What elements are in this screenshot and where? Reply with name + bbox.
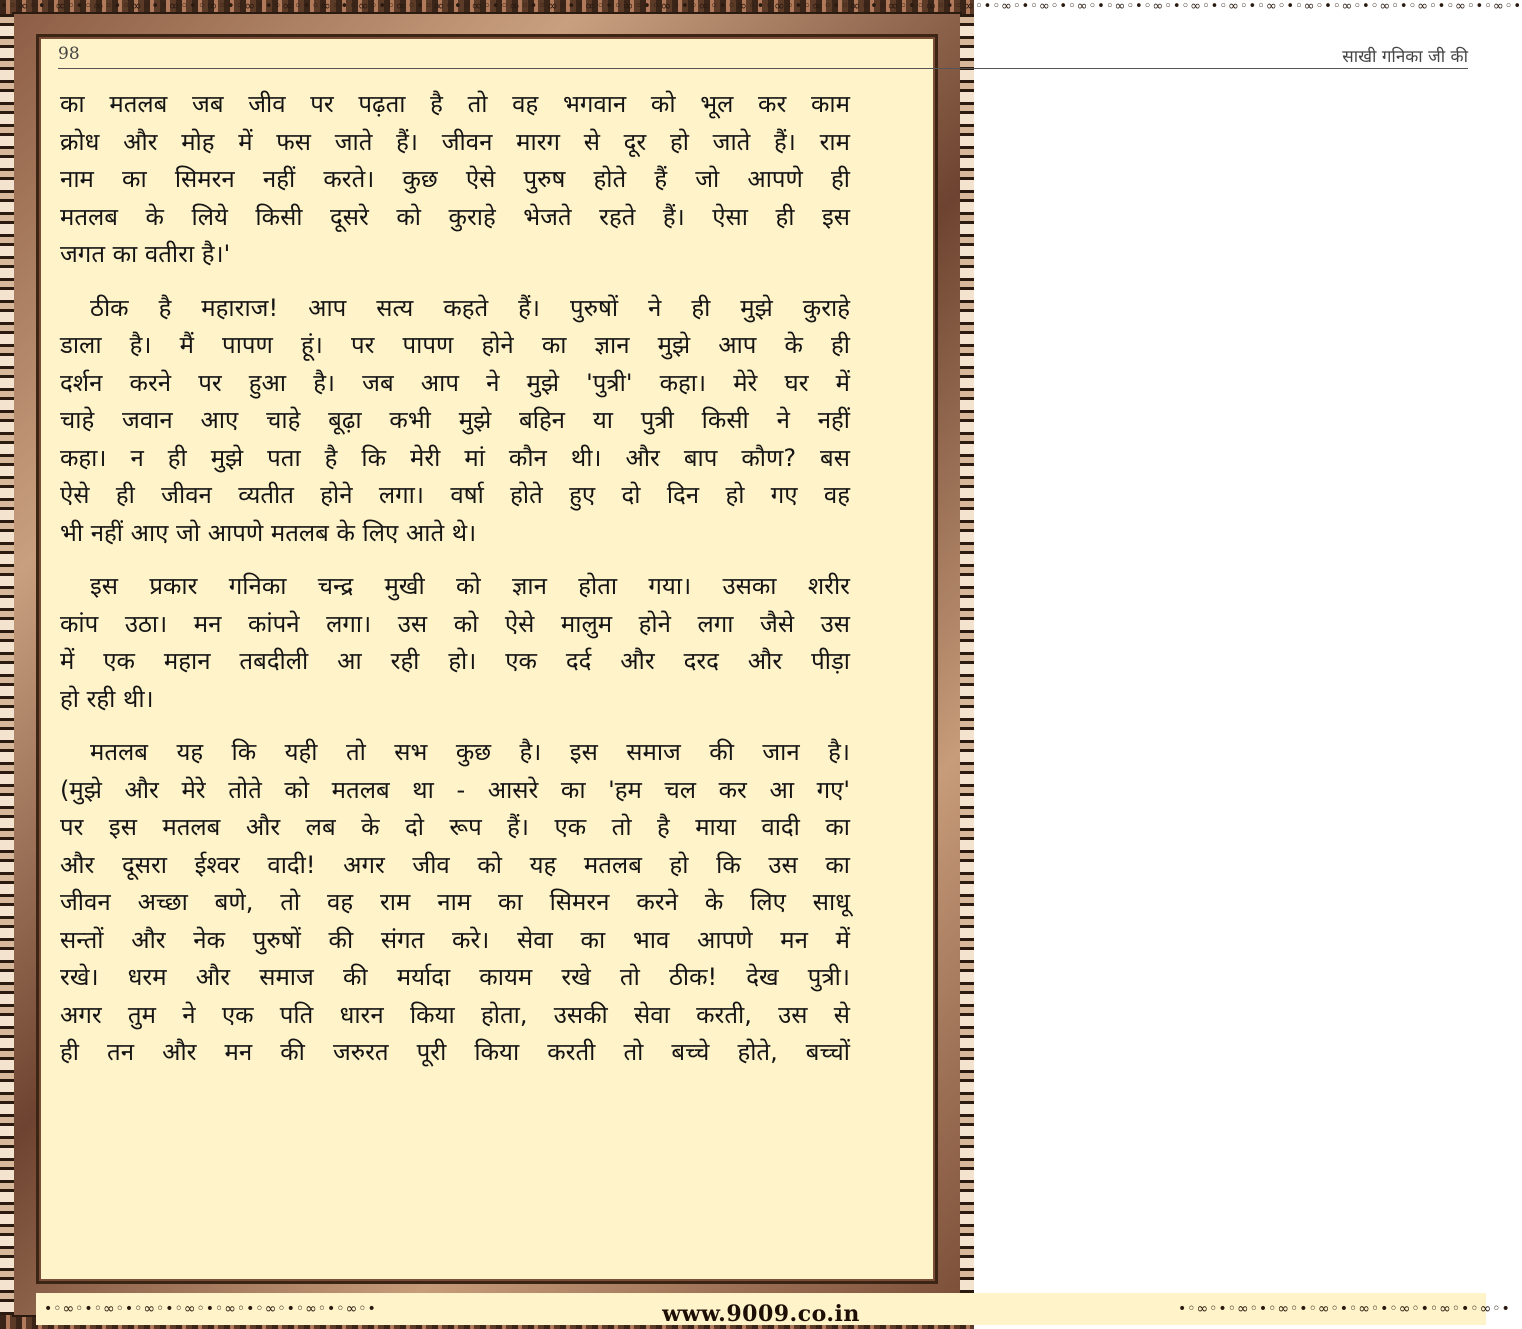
text-line: रखे। धरम और समाज की मर्यादा कायम रखे तो ठीक! देख पुत्री।: [60, 963, 850, 991]
footer-ornament-left: •◦∞◦•◦∞◦•◦∞◦•◦∞◦•◦∞◦•◦∞◦•◦∞◦•◦∞◦•: [44, 1301, 377, 1317]
text-line: मतलब यह कि यही तो सभ कुछ है। इस समाज की जान है।: [90, 738, 850, 766]
text-line: पर इस मतलब और लब के दो रूप हैं। एक तो है माया वादी का: [60, 813, 850, 841]
page-header: [58, 40, 1468, 69]
page-content: [60, 86, 850, 1088]
top-ornament-border: •◦∞◦•◦∞◦•◦∞◦•◦∞◦•◦∞◦•◦∞◦•◦∞◦•◦∞◦•◦∞◦•◦∞◦•◦∞◦•◦∞◦•◦∞◦•◦∞◦•◦∞◦•◦∞◦•◦∞◦•◦∞◦•◦∞◦•◦∞◦•◦∞◦•◦∞◦•◦∞◦•◦∞◦•◦∞◦•◦∞◦•◦∞◦•◦∞◦•◦∞◦•◦∞◦•◦∞◦•◦∞◦•◦∞◦•◦∞◦•◦∞◦•◦∞◦•◦∞◦•◦∞◦•◦∞◦•◦∞◦•: [0, 0, 1522, 14]
text-line: जगत का वतीरा है।': [60, 240, 231, 268]
text-line: जीवन अच्छा बणे, तो वह राम नाम का सिमरन करने के लिए साधू: [60, 888, 850, 916]
running-title: साखी गनिका जी की: [1342, 47, 1468, 67]
text-line: क्रोध और मोह में फस जाते हैं। जीवन मारग से दूर हो जाते हैं। राम: [60, 127, 850, 156]
paragraph-4: [60, 734, 850, 1072]
text-line: सन्तों और नेक पुरुषों की संगत करे। सेवा का भाव आपणे मन में: [60, 925, 850, 954]
text-line: ही तन और मन की जरुरत पूरी किया करती तो बच्चे होते, बच्चों: [60, 1038, 850, 1066]
website-url: www.9009.co.in: [662, 1301, 860, 1327]
paragraph-2: [60, 290, 850, 553]
text-line: (मुझे और मेरे तोते को मतलब था - आसरे का 'हम चल कर आ गए': [60, 775, 850, 804]
text-line: में एक महान तबदीली आ रही हो। एक दर्द और दरद और पीड़ा: [60, 647, 850, 675]
text-line: ठीक है महाराज! आप सत्य कहते हैं। पुरुषों ने ही मुझे कुराहे: [90, 293, 850, 322]
text-line: डाला है। मैं पापण हूं। पर पापण होने का ज्ञान मुझे आप के ही: [60, 331, 850, 359]
text-line: चाहे जवान आए चाहे बूढ़ा कभी मुझे बहिन या पुत्री किसी ने नहीं: [60, 406, 850, 434]
text-line: कहा। न ही मुझे पता है कि मेरी मां कौन थी। और बाप कौण? बस: [60, 443, 850, 472]
text-line: ऐसे ही जीवन व्यतीत होने लगा। वर्षा होते हुए दो दिन हो गए वह: [60, 481, 850, 509]
text-line: का मतलब जब जीव पर पढ़ता है तो वह भगवान को भूल कर काम: [60, 90, 850, 118]
right-ornament-border: [960, 14, 974, 1315]
text-line: मतलब के लिये किसी दूसरे को कुराहे भेजते रहते हैं। ऐसा ही इस: [60, 202, 850, 231]
text-line: इस प्रकार गनिका चन्द्र मुखी को ज्ञान होता गया। उसका शरीर: [90, 572, 850, 600]
text-line: दर्शन करने पर हुआ है। जब आप ने मुझे 'पुत्री' कहा। मेरे घर में: [60, 368, 850, 397]
text-line: अगर तुम ने एक पति धारन किया होता, उसकी सेवा करती, उस से: [60, 1000, 850, 1029]
paragraph-3: [60, 568, 850, 718]
footer-ornament-right: •◦∞◦•◦∞◦•◦∞◦•◦∞◦•◦∞◦•◦∞◦•◦∞◦•◦∞◦•: [1178, 1301, 1511, 1317]
text-line: हो रही थी।: [60, 684, 154, 713]
page-number: 98: [58, 44, 80, 64]
left-ornament-border: [0, 14, 14, 1315]
paragraph-1: [60, 86, 850, 274]
text-line: भी नहीं आए जो आपणे मतलब के लिए आते थे।: [60, 518, 477, 547]
text-line: और दूसरा ईश्वर वादी! अगर जीव को यह मतलब हो कि उस का: [60, 850, 850, 879]
text-line: कांप उठा। मन कांपने लगा। उस को ऐसे मालुम होने लगा जैसे उस: [60, 609, 850, 638]
text-line: नाम का सिमरन नहीं करते। कुछ ऐसे पुरुष होते हैं जो आपणे ही: [60, 165, 850, 193]
